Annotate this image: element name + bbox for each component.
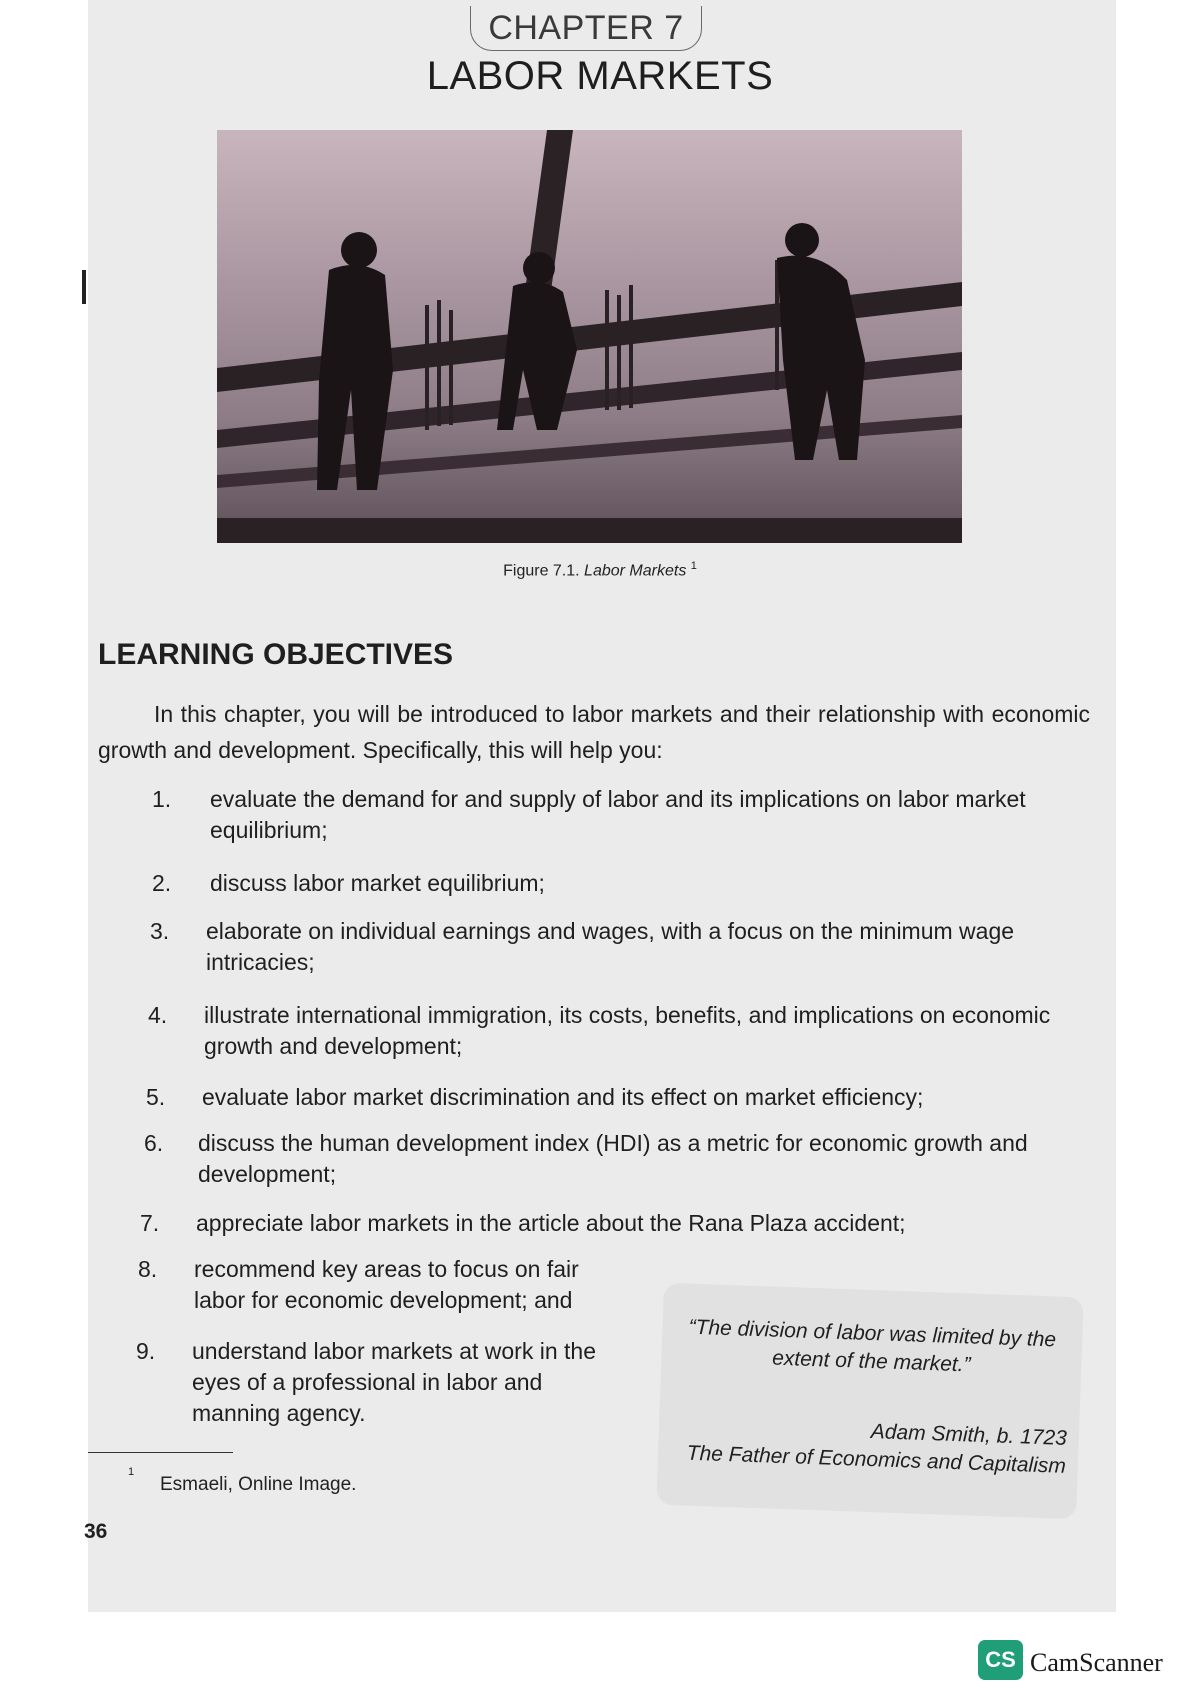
page-number: 36 — [84, 1520, 108, 1543]
objective-text: elaborate on individual earnings and wages, with a focus on the minimum wage intricacies; — [206, 918, 1015, 975]
quote-author-title: The Father of Economics and Capitalism — [686, 1441, 1067, 1478]
objective-number: 3. — [150, 918, 170, 944]
objective-text: understand labor markets at work in the eyes of a professional in labor and manning agency. — [192, 1338, 596, 1426]
objective-text: discuss the human development index (HDI) as a metric for economic growth and development; — [198, 1130, 1028, 1187]
objective-text: evaluate the demand for and supply of labor and its implications on labor market equilibrium; — [210, 786, 1026, 843]
labor-markets-photo — [217, 130, 962, 543]
quote-box — [656, 1283, 1083, 1520]
section-heading: LEARNING OBJECTIVES — [98, 638, 454, 671]
objective-number: 6. — [144, 1130, 164, 1156]
chapter-label: CHAPTER 7 — [470, 6, 702, 51]
objective-text: appreciate labor markets in the article about the Rana Plaza accident; — [196, 1210, 906, 1236]
objective-number: 8. — [138, 1256, 158, 1282]
objective-number: 2. — [152, 870, 172, 896]
chapter-title: LABOR MARKETS — [426, 54, 774, 98]
objective-number: 7. — [140, 1210, 160, 1236]
camscanner-name: CamScanner — [1030, 1648, 1163, 1677]
figure-caption — [0, 560, 1200, 580]
objective-text: illustrate international immigration, its costs, benefits, and implications on economic growth and development; — [204, 1002, 1051, 1059]
intro-paragraph: In this chapter, you will be introduced to labor markets and their relationship with economic growth and development. Specifically, this will help you: — [98, 701, 1090, 763]
objective-text: evaluate labor market discrimination and its effect on market efficiency; — [202, 1084, 924, 1110]
objective-text: recommend key areas to focus on fair labor for economic development; and — [194, 1256, 579, 1313]
camscanner-logo: CS — [978, 1640, 1023, 1680]
quote-author: Adam Smith, b. 1723 — [870, 1420, 1068, 1450]
footnote-divider — [88, 1452, 233, 1453]
quote-attribution — [670, 1411, 1068, 1481]
objective-number: 1. — [152, 786, 172, 812]
objective-text: discuss labor market equilibrium; — [210, 870, 545, 896]
footnote-number: 1 — [128, 1466, 135, 1478]
objective-number: 9. — [136, 1338, 156, 1364]
scan-edge-mark — [82, 270, 86, 304]
quote-text: “The division of labor was limited by the extent of the market.” — [688, 1315, 1057, 1377]
objective-number: 4. — [148, 1002, 168, 1028]
workers-silhouette-image — [217, 130, 962, 543]
figure-caption-prefix: Figure 7.1. — [503, 562, 580, 580]
footnote-text: Esmaeli, Online Image. — [160, 1474, 357, 1495]
figure-caption-name: Labor Markets — [584, 562, 687, 580]
figure-footnote-ref: 1 — [690, 560, 697, 572]
objective-number: 5. — [146, 1084, 166, 1110]
